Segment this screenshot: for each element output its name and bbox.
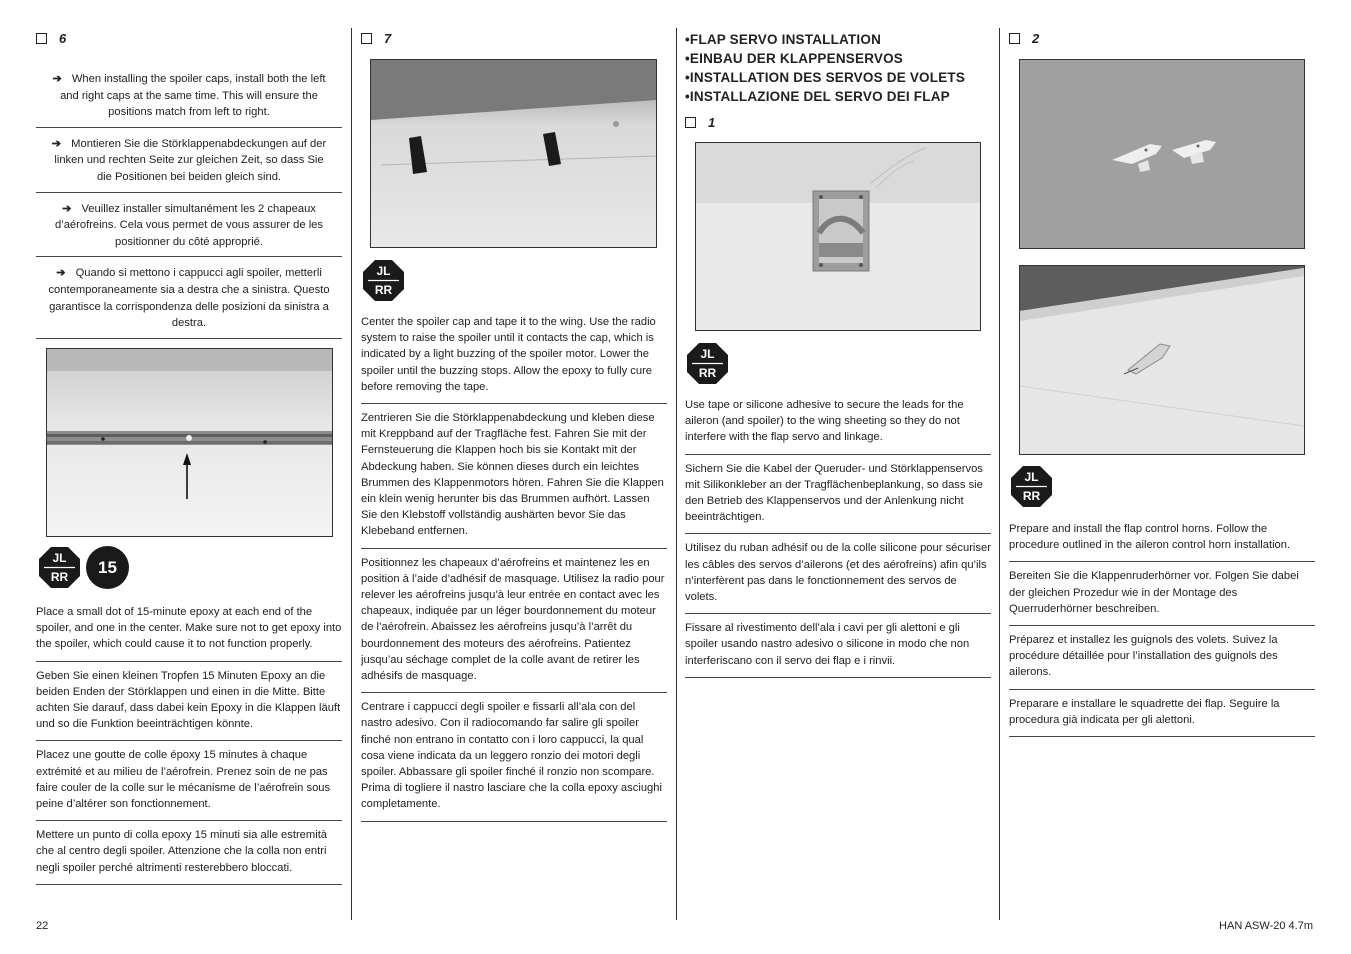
note-text: Montieren Sie die Störklappenabdeckungen auf der linken und rechten Seite zur gleichen Zeit, so dass Sie die Positionen bei beiden gleich sind. [54,137,327,183]
document-title: HAN ASW-20 4.7m [1219,920,1313,932]
column-4 [1009,28,1315,48]
checkbox-icon[interactable] [361,33,372,44]
step-number: 7 [384,30,392,46]
step-2-header [1009,28,1315,48]
step-number: 6 [59,30,67,46]
checkbox-icon[interactable] [1009,33,1020,44]
column-divider-3 [999,28,1000,920]
para-fr: Placez une goutte de colle époxy 15 minutes à chaque extrémité et au milieu de l’aérofrein. Prenez soin de ne pas faire couler de la colle sur le mécanisme de l’aérofrein sous peine d’altérer son fonctionnement. [36,741,342,821]
minutes-label: 15 [98,557,117,577]
para-de: Zentrieren Sie die Störklappenabdeckung und kleben diese mit Kreppband auf der Tragfläche fest. Fahren Sie mit der Fernsteuerung die Klappen hoch bis sie Kontakt mit der Abdeckung haben. Sie können dieses durch ein leichtes Brummen des Klappenmotors hören. Fahren Sie die Klappen ein klein wenig herunter bis das Brummen aufhört. Lassen Sie den Klebstoff vollständig aushärten bevor Sie das Klebeband entfernen. [361,404,667,549]
para-en: Center the spoiler cap and tape it to the wing. Use the radio system to raise the spoiler until it contacts the cap, which is indicated by a light buzzing of the spoiler motor. Lower the spoiler until the buzzing stops. Allow the epoxy to fully cure before removing the tape. [361,308,667,404]
arrow-right-icon: ➔ [56,267,66,280]
lr-badge-text: JL RR [698,347,717,380]
column-2 [361,28,667,48]
para-fr: Positionnez les chapeaux d’aérofreins et maintenez les en position à l’aide d’adhésif de masquage. Utilisez la radio pour relever les aérofreins jusqu’à leur entrée en contact avec les chapeaux, indiquée par un léger bourdonnement du moteur de l’aérofrein. Abaissez les aérofreins jusqu’à l’arrêt du bourdonnement des moteurs des aérofreins. Patientez jusqu’au séchage complet de la colle avant de retirer les adhésifs de masquage. [361,549,667,694]
section-heading-it: •INSTALLAZIONE DEL SERVO DEI FLAP [685,89,950,104]
para-de: Sichern Sie die Kabel der Queruder- und Störklappenservos mit Silikonkleber an der Tragflächenbeplankung, so dass sie den Betrieb des Klappenservos und der Anlenkung nicht beeinträchtigen. [685,455,991,535]
note-text: When installing the spoiler caps, install both the left and right caps at the same time. This will ensure the positions match from left to right. [60,73,326,119]
para-de: Geben Sie einen kleinen Tropfen 15 Minuten Epoxy an die beiden Enden der Störklappen und einen in die Mitte. Bitte achten Sie darauf, dass dabei kein Epoxy in die Klappen läuft und so die Funktion beeinträchtigen könnte. [36,662,342,742]
para-en: Use tape or silicone adhesive to secure the leads for the aileron (and spoiler) to the wing sheeting so they do not interfere with the flap servo and linkage. [685,391,991,455]
column-divider-1 [351,28,352,920]
lr-badge-text: JL RR [1022,470,1041,503]
step-number: 1 [708,114,716,130]
photo-flap-control-horns [1019,59,1305,249]
column-4-instructions [1009,515,1315,737]
lr-badge-text: JL RR [374,264,393,297]
arrow-right-icon: ➔ [62,202,72,215]
section-heading-de: •EINBAU DER KLAPPENSERVOS [685,51,904,66]
para-it: Preparare e installare le squadrette dei flap. Seguire la procedura già indicata per gli alettoni. [1009,690,1315,737]
note-text: Veuillez installer simultanément les 2 chapeaux d’aérofreins. Cela vous permet de vous assurer de les positionner du côté approprié. [54,202,323,248]
lr-badge-text: JL RR [50,551,69,584]
column-1 [36,28,342,339]
column-1-instructions [36,598,342,885]
note-en [36,63,342,128]
epoxy-15-minute-badge [86,546,129,589]
para-fr: Préparez et installez les guignols des volets. Suivez la procédure détaillée pour l’installation des guignols des ailerons. [1009,626,1315,690]
page-number: 22 [36,920,49,932]
note-text: Quando si mettono i cappucci agli spoiler, metterli contemporaneamente sia a destra che a sinistra. Questo garantisce la corrispondenza delle posizioni da sinistra a destra. [48,267,330,330]
para-it: Fissare al rivestimento dell’ala i cavi per gli alettoni e gli spoiler usando nastro adesivo o silicone in modo che non interferiscano con il servo dei flap e i rinvii. [685,614,991,678]
para-en: Place a small dot of 15-minute epoxy at each end of the spoiler, and one in the center. Make sure not to get epoxy into the spoiler, which could cause it to not function properly. [36,598,342,662]
note-fr [36,193,342,258]
arrow-right-icon: ➔ [51,137,62,150]
step-7-header [361,28,667,48]
note-it [36,257,342,338]
section-heading-en: •FLAP SERVO INSTALLATION [685,32,882,47]
photo-spoiler-rail [46,348,333,537]
para-it: Centrare i cappucci degli spoiler e fissarli all’ala con del nastro adesivo. Con il radiocomando far salire gli spoiler finché non entrano in contatto con i loro cappucci, la qual cosa viene indicata da un leggero ronzio dei motori degli spoiler. Abbassare gli spoiler finché il ronzio non scompare. Prima di togliere il nastro lasciare che la colla epoxy asciughi completamente. [361,693,667,821]
step-6-header [36,28,342,48]
step-1-header [685,112,991,132]
column-3-instructions [685,391,991,678]
photo-horn-installed [1019,265,1305,455]
para-it: Mettere un punto di colla epoxy 15 minuti sia alle estremità che al centro degli spoiler. Attenzione che la colla non entri negli spoiler perché altrimenti resterebbero bloccati. [36,821,342,885]
section-heading-fr: •INSTALLATION DES SERVOS DE VOLETS [685,70,966,85]
checkbox-icon[interactable] [36,33,47,44]
para-en: Prepare and install the flap control horns. Follow the procedure outlined in the aileron control horn installation. [1009,515,1315,562]
arrow-right-icon: ➔ [52,73,62,85]
note-de [36,128,342,193]
column-3 [685,30,991,132]
photo-spoiler-cap-taped [370,59,657,248]
column-2-instructions [361,308,667,822]
para-fr: Utilisez du ruban adhésif ou de la colle silicone pour sécuriser les câbles des servos d’ailerons (et des aérofreins) afin qu’ils n’interfèrent pas dans le fonctionnement des servos de volets. [685,534,991,614]
checkbox-icon[interactable] [685,117,696,128]
photo-flap-servo-bay [695,142,981,331]
para-de: Bereiten Sie die Klappenruderhörner vor. Folgen Sie dabei der gleichen Prozedur wie in der Montage des Querruderhörner beschreiben. [1009,562,1315,626]
step-number: 2 [1032,30,1040,46]
column-divider-2 [676,28,677,920]
